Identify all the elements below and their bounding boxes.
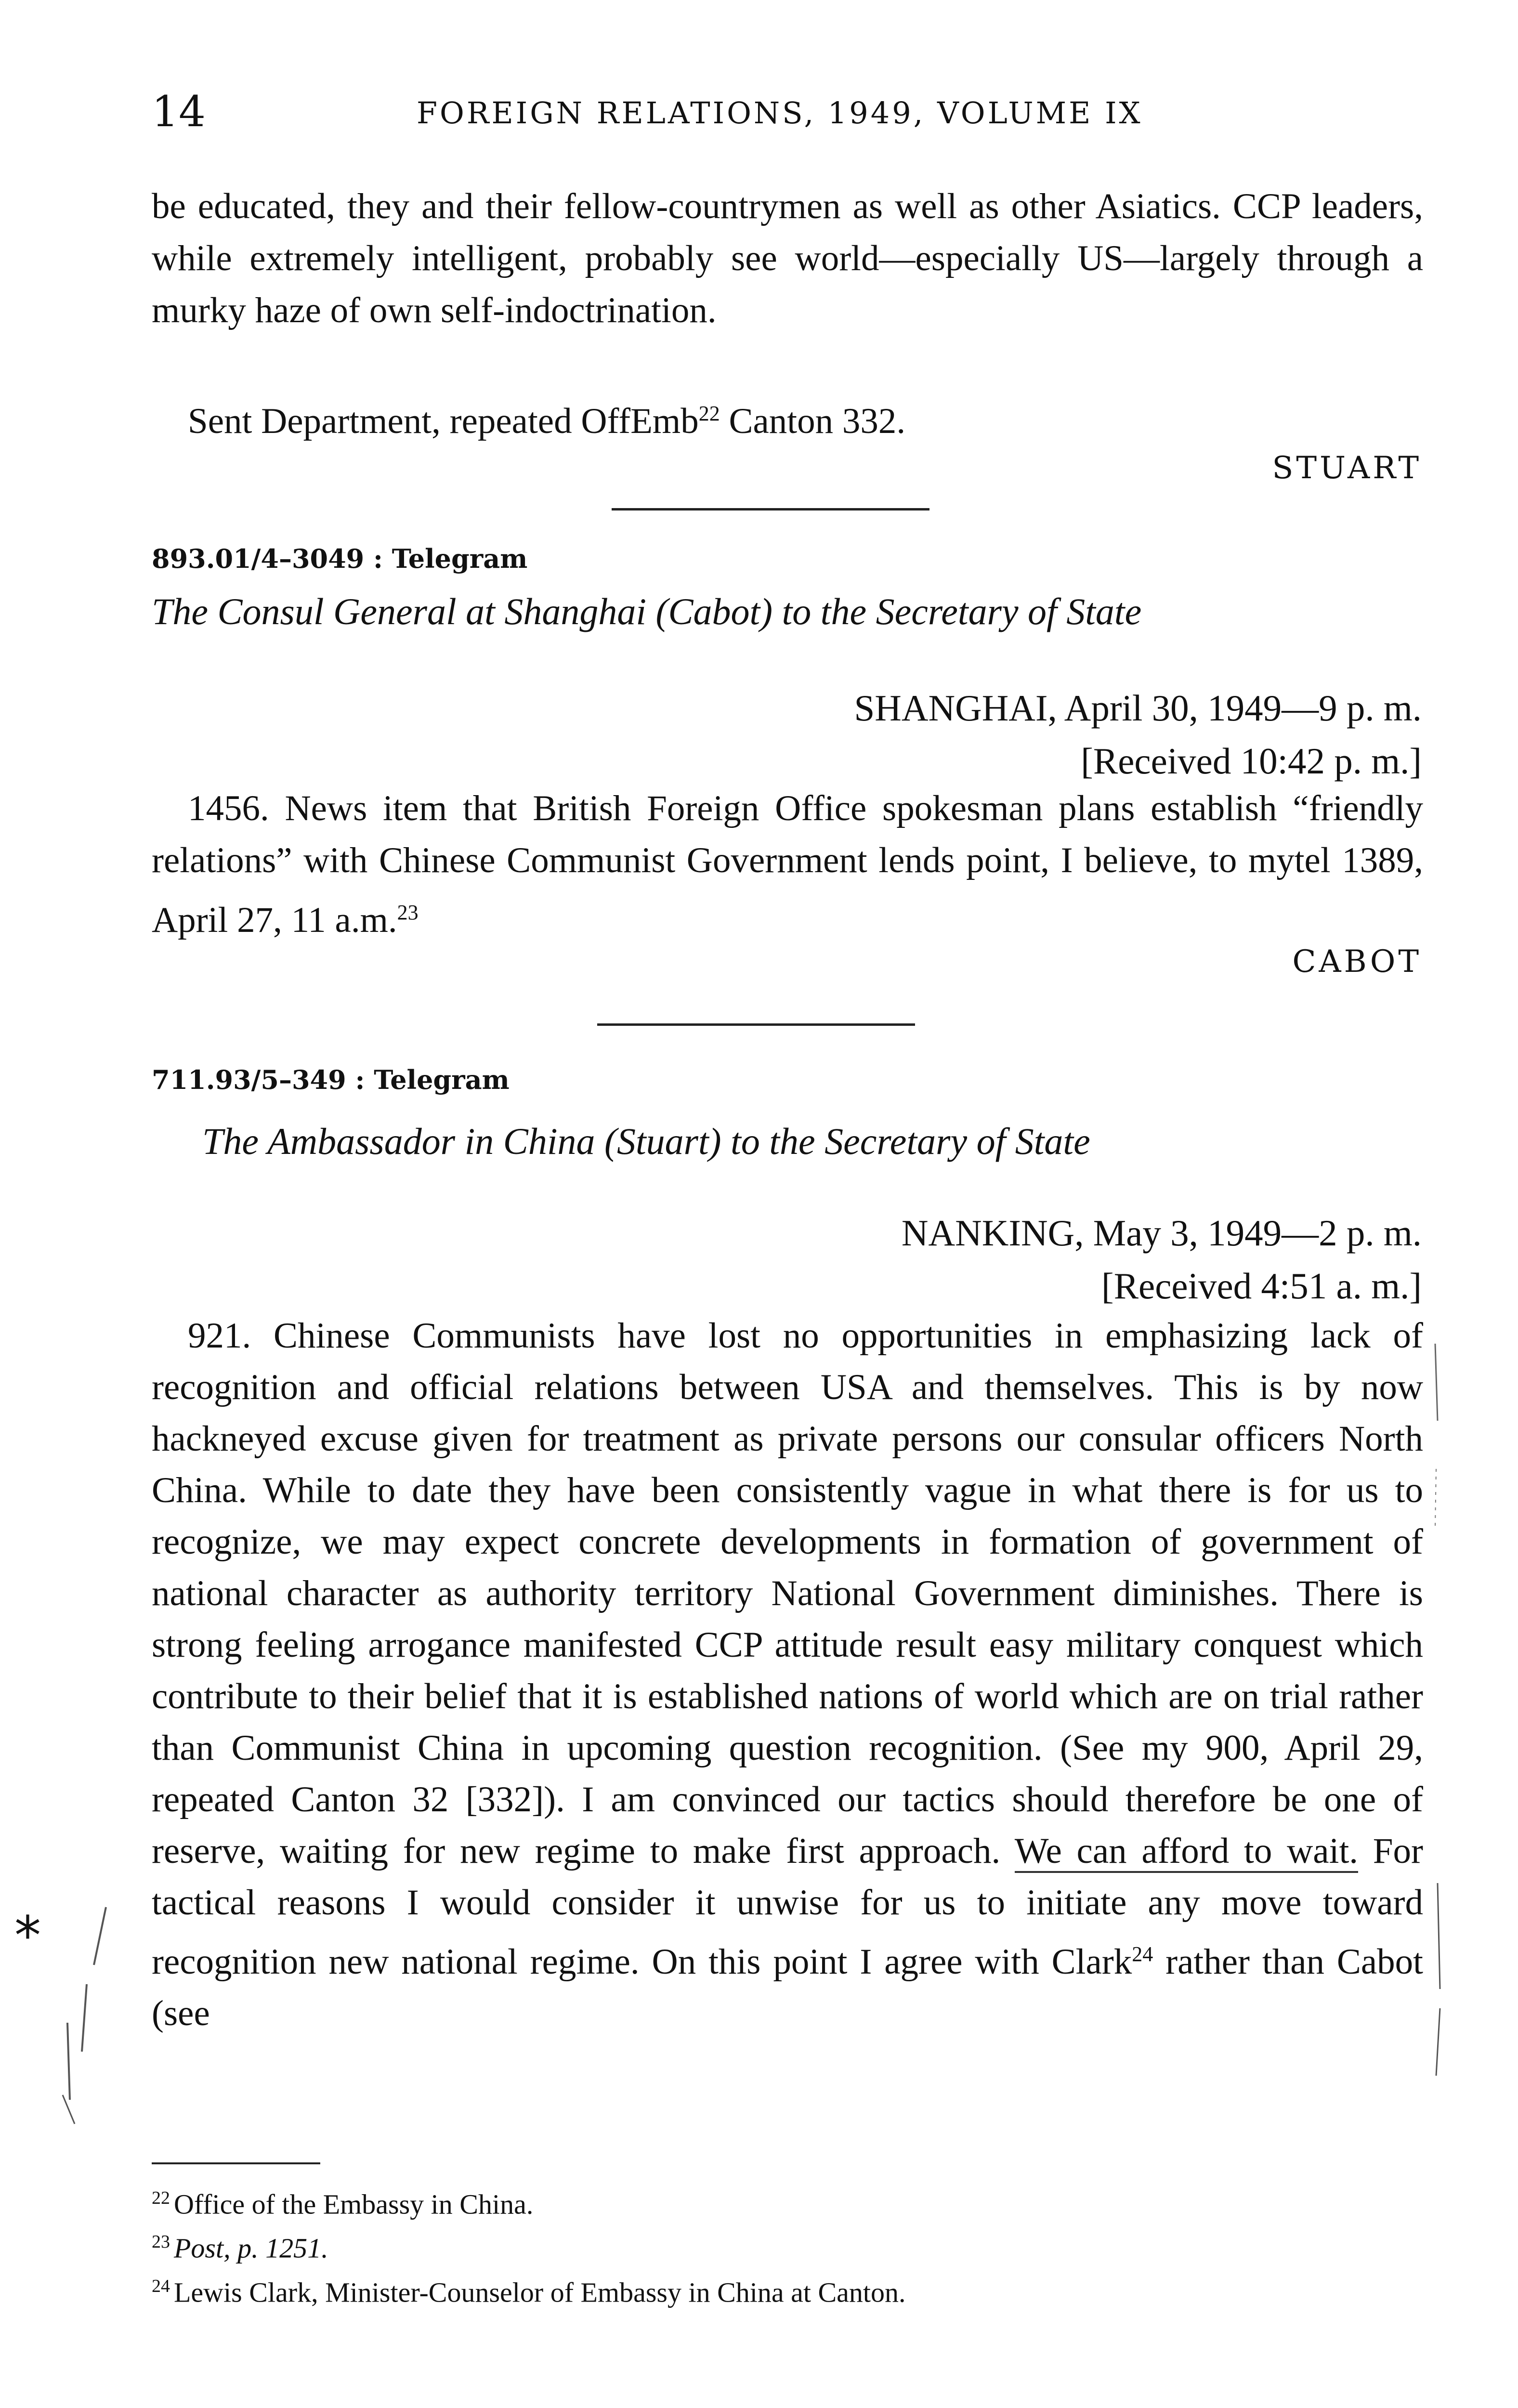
doc3-place-date: NANKING, May 3, 1949—2 p. m.	[901, 1212, 1422, 1254]
doc3-body	[152, 1310, 1423, 2039]
signature-stuart: STUART	[1272, 450, 1422, 486]
doc3-body-text-2: For tactical reasons I would consider it unwise for us to initiate any move toward recognition new national regime. On this point I agree with Clark	[152, 1831, 1423, 1982]
footnote-24	[152, 2267, 1452, 2311]
file-number-doc3: 711.93/5–349 : Telegram	[152, 1064, 510, 1095]
sent-text: Sent Department, repeated OffEmb	[188, 401, 699, 441]
page-number: 14	[152, 87, 206, 136]
handwritten-underline-phrase: We can afford to wait.	[1015, 1831, 1358, 1873]
prev-doc-text: be educated, they and their fellow-countrymen as well as other Asiatics. CCP leaders, while extremely intelligent, probably see world—especially US—largely through a murky haze of own self-indoctrination.	[152, 186, 1423, 330]
footnote-23	[152, 2223, 1452, 2267]
doc3-body-text-1: 921. Chinese Communists have lost no opportunities in emphasizing lack of recognition and official relations between USA and themselves. This is by now hackneyed excuse given for treatment as private persons our consular officers North China. While to date they have been consistently vague in what there is for us to recognize, we may expect concrete developments in formation of government of national character as authority territory National Government diminishes. There is strong feeling arrogance manifested CCP attitude result easy military conquest which contribute to their belief that it is established nations of world which are on trial rather than Communist China in upcoming question recognition. (See my 900, April 29, repeated Canton 32 [332]). I am convinced our tactics should therefore be one of reserve, waiting for new regime to make first approach.	[152, 1316, 1423, 1871]
file-number-doc2: 893.01/4–3049 : Telegram	[152, 543, 528, 574]
footnote-ref-22[interactable]: 22	[698, 402, 720, 425]
section-divider-2	[597, 1023, 915, 1026]
doc3-dateline	[902, 1206, 1422, 1312]
footnote-number: 22	[152, 2188, 170, 2208]
footnote-text: Lewis Clark, Minister-Counselor of Embassy in China at Canton.	[174, 2276, 906, 2308]
footnote-text: Post, p. 1251.	[174, 2232, 328, 2264]
doc2-title: The Consul General at Shanghai (Cabot) to the Secretary of State	[152, 590, 1142, 632]
doc2-received: [Received 10:42 p. m.]	[1081, 740, 1422, 782]
page-header	[152, 87, 1411, 140]
footnote-22	[152, 2179, 1452, 2223]
margin-pencil-lines	[48, 1898, 125, 2138]
signature-cabot: CABOT	[1292, 944, 1422, 980]
doc3-body-text-3: rather than Cabot (see	[152, 1942, 1423, 2033]
margin-asterisk-annotation: *	[14, 1905, 41, 1966]
footnotes	[152, 2179, 1452, 2311]
section-divider	[612, 508, 929, 510]
prev-doc-sent-line	[152, 388, 1423, 447]
doc2-body-text: 1456. News item that British Foreign Office spokesman plans establish “friendly relations” with Chinese Communist Government lends point, I believe, to mytel 1389, April 27, 11 a.m.	[152, 788, 1423, 940]
sent-tail: Canton 332.	[720, 401, 906, 441]
footnote-text: Office of the Embassy in China.	[174, 2188, 534, 2220]
doc3-received: [Received 4:51 a. m.]	[1101, 1265, 1422, 1307]
running-title: FOREIGN RELATIONS, 1949, VOLUME IX	[417, 95, 1143, 131]
right-margin-pencil-lines	[1426, 1324, 1454, 2095]
footnote-number: 23	[152, 2232, 170, 2252]
footnote-divider	[152, 2162, 320, 2164]
doc2-place-date: SHANGHAI, April 30, 1949—9 p. m.	[854, 687, 1422, 729]
footnote-number: 24	[152, 2276, 170, 2296]
footnote-ref-24[interactable]: 24	[1132, 1942, 1153, 1966]
prev-doc-paragraph	[152, 181, 1423, 337]
footnote-ref-23[interactable]: 23	[397, 901, 419, 924]
doc2-body	[152, 783, 1423, 946]
doc2-dateline	[854, 681, 1422, 787]
doc3-title: The Ambassador in China (Stuart) to the Secretary of State	[202, 1120, 1090, 1162]
